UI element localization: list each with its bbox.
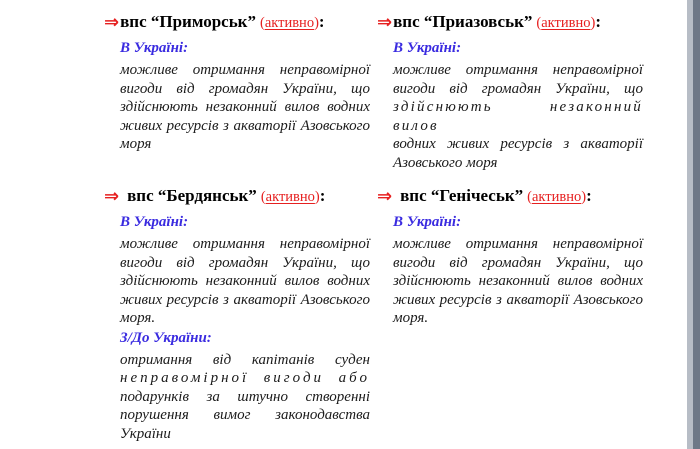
section-label-in-ukraine: В Україні: [120, 40, 189, 56]
page-edge-strip-dark [693, 0, 700, 449]
entry-header [377, 186, 643, 207]
paragraph [393, 235, 643, 328]
entry-title: впс “Генічеськ” [400, 186, 524, 205]
entry-henichesk [377, 186, 643, 328]
text-line: можливе отримання неправомірної [393, 236, 643, 252]
entry-title: впс “Приморськ” [120, 12, 256, 31]
text-line: живих ресурсів з акваторії Азовського [393, 291, 643, 308]
text-line: вигоди від громадян України, що [393, 254, 643, 271]
text-line: живих ресурсів з акваторії Азовського [120, 291, 370, 308]
text-line: можливе отримання неправомірної [393, 62, 643, 78]
paren-open: ( [259, 15, 265, 31]
text-line: подарунків за штучно створенні [120, 388, 370, 405]
text-line: вигоди від громадян України, що [393, 80, 643, 97]
status-active-text: активно [541, 15, 591, 31]
section-label-to-from-ukraine: З/До України: [120, 329, 212, 346]
text-line: вигоди від громадян України, що [120, 80, 370, 97]
paren-close: ) [314, 15, 319, 31]
paren-close: ) [314, 189, 320, 205]
status-active-text: активно [531, 189, 582, 205]
text-line: здійснюють незаконний вилов водних [393, 273, 643, 289]
text-line: здійснюють незаконний вилов водних [120, 273, 370, 289]
status-active-text: активно [264, 15, 315, 31]
entry-pryazovsk [377, 12, 643, 172]
paren-open: ( [536, 15, 542, 31]
text-line: живих ресурсів з акваторії Азовського [120, 117, 370, 134]
status-badge [260, 15, 319, 31]
text-line: водних живих ресурсів з акваторії [393, 136, 643, 152]
entry-content [120, 214, 370, 443]
double-arrow-icon: ⇒ [104, 12, 120, 33]
double-arrow-icon: ⇒ [104, 186, 120, 207]
entry-title: впс “Бердянськ” [127, 186, 257, 205]
paren-open: ( [527, 189, 532, 205]
section-label-in-ukraine: В Україні: [393, 40, 462, 56]
text-line: можливе отримання неправомірної [120, 236, 370, 252]
entry-title: впс “Приазовськ” [393, 12, 533, 31]
paren-open: ( [260, 189, 266, 205]
text-line: отримання від капітанів суден [120, 351, 370, 368]
entry-header [104, 186, 370, 207]
paragraph [120, 61, 370, 154]
entry-prymorsk [104, 12, 370, 154]
text-line: здійснюють незаконний вилов водних [120, 99, 370, 115]
entry-header [377, 12, 643, 33]
double-arrow-icon: ⇒ [377, 12, 393, 33]
colon: : [586, 186, 592, 205]
colon: : [595, 12, 601, 31]
entry-content [393, 40, 643, 172]
colon: : [318, 12, 325, 31]
status-badge [261, 189, 320, 205]
text-line: можливе отримання неправомірної [120, 62, 370, 78]
paragraph [393, 61, 643, 172]
double-arrow-icon: ⇒ [377, 186, 393, 207]
section-label-in-ukraine: В Україні: [393, 214, 462, 230]
text-line: здійснюють незаконний вилов [393, 99, 643, 134]
text-line: моря. [393, 310, 429, 326]
colon: : [319, 186, 326, 205]
text-line: України [120, 425, 171, 442]
entry-content [120, 40, 370, 154]
status-active-text: активно [265, 189, 315, 205]
status-badge [527, 189, 586, 205]
entry-berdiansk [104, 186, 370, 443]
text-line: моря. [120, 310, 156, 326]
paren-close: ) [590, 15, 596, 31]
entry-header [104, 12, 370, 33]
section-label-in-ukraine: В Україні: [120, 214, 189, 230]
text-line: неправомірної вигоди або [120, 370, 370, 386]
paragraph [120, 235, 370, 328]
entry-content [393, 214, 643, 328]
text-line: Азовського моря [393, 154, 498, 171]
paragraph [120, 351, 370, 444]
status-badge [536, 15, 595, 31]
text-line: вигоди від громадян України, що [120, 254, 370, 271]
paren-close: ) [581, 189, 587, 205]
text-line: моря [120, 136, 152, 152]
text-line: порушення вимог законодавства [120, 407, 370, 423]
